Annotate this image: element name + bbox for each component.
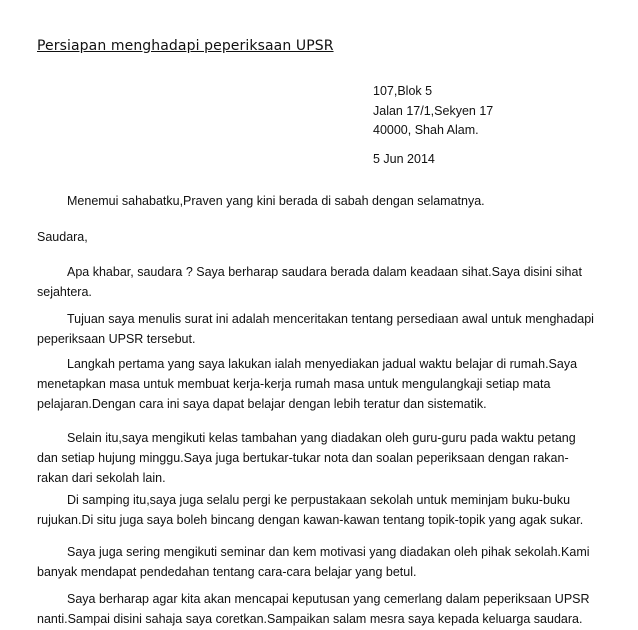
letter-date: 5 Jun 2014 — [373, 152, 435, 166]
paragraph: Tujuan saya menulis surat ini adalah menceritakan tentang persediaan awal untuk menghadapi peperiksaan UPSR tersebut. — [37, 312, 594, 346]
salutation: Saudara, — [37, 230, 88, 244]
paragraph: Langkah pertama yang saya lakukan ialah menyediakan jadual waktu belajar di rumah.Saya menetapkan masa untuk membuat kerja-kerja rumah masa untuk mengulangkaji setiap mata pelajaran.Dengan cara ini saya dapat belajar dengan lebih teratur dan sistematik. — [37, 357, 578, 411]
greeting: Menemui sahabatku,Praven yang kini berada di sabah dengan selamatnya. — [67, 194, 485, 208]
paragraph: Selain itu,saya mengikuti kelas tambahan yang diadakan oleh guru-guru pada waktu petang dan setiap hujung minggu.Saya juga bertukar-tukar nota dan soalan peperiksaan dengan rakan-rakan dari sekolah lain. — [37, 431, 576, 485]
document-title: Persiapan menghadapi peperiksaan UPSR — [37, 38, 334, 54]
address-line-1: 107,Blok 5 — [373, 84, 433, 98]
address-line-2: Jalan 17/1,Sekyen 17 — [373, 104, 494, 118]
paragraph: Di samping itu,saya juga selalu pergi ke perpustakaan sekolah untuk meminjam buku-buku rujukan.Di situ juga saya boleh bincang dengan kawan-kawan tentang topik-topik yang agak sukar. — [37, 493, 584, 527]
address-line-3: 40000, Shah Alam. — [373, 123, 479, 137]
paragraph: Saya juga sering mengikuti seminar dan kem motivasi yang diadakan oleh pihak sekolah.Kami banyak mendapat pendedahan tentang cara-cara belajar yang betul. — [37, 545, 590, 579]
paragraph: Saya berharap agar kita akan mencapai keputusan yang cemerlang dalam peperiksaan UPSR nanti.Sampai disini sahaja saya coretkan.Sampaikan salam mesra saya kepada keluarga saudara. — [37, 592, 590, 626]
paragraph: Apa khabar, saudara ? Saya berharap saudara berada dalam keadaan sihat.Saya disini sihat sejahtera. — [37, 265, 582, 299]
